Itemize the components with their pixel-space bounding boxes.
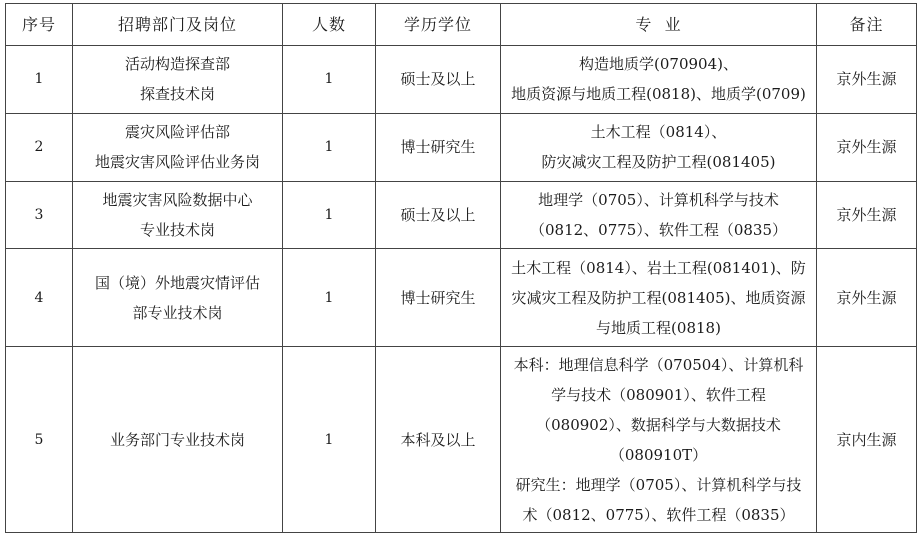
cell-major-line: （0812、0775）、软件工程（0835） (529, 220, 788, 239)
cell-dept-line: 专业技术岗 (139, 220, 215, 239)
cell-count: 1 (283, 113, 376, 181)
cell-major-line: 与地质工程(0818) (596, 318, 721, 337)
cell-dept-line: 国（境）外地震灾情评估 (94, 273, 260, 292)
cell-count: 1 (283, 46, 376, 114)
cell-note: 京外生源 (817, 46, 917, 114)
cell-dept-line: 探查技术岗 (139, 85, 215, 104)
cell-major-line: 土木工程（0814）、 (590, 123, 727, 142)
table-row (6, 46, 917, 114)
cell-major-line: （080910T） (609, 445, 708, 464)
cell-count: 1 (283, 181, 376, 248)
header-major: 专 业 (501, 4, 817, 46)
cell-major-line: 防灾减灾工程及防护工程(081405) (541, 153, 776, 172)
cell-major-line: 研究生：地理学（0705）、计算机科学与技 (515, 475, 802, 494)
cell-dept-line: 部专业技术岗 (132, 303, 223, 322)
cell-edu: 硕士及以上 (376, 46, 501, 114)
cell-seq: 5 (6, 347, 73, 533)
cell-major (501, 46, 817, 114)
cell-edu: 硕士及以上 (376, 181, 501, 248)
cell-count: 1 (283, 347, 376, 533)
table-row (6, 113, 917, 181)
cell-dept (73, 113, 283, 181)
table-body (6, 46, 917, 533)
cell-major-line: （080902）、数据科学与大数据技术 (536, 415, 781, 434)
cell-dept-line: 地震灾害风险评估业务岗 (94, 153, 260, 172)
cell-major-line: 术（0812、0775）、软件工程（0835） (522, 505, 795, 524)
cell-dept-line: 活动构造探查部 (124, 55, 230, 74)
cell-count: 1 (283, 248, 376, 346)
table-row (6, 347, 917, 533)
cell-dept-line: 震灾风险评估部 (124, 123, 230, 142)
cell-major-line: 学与技术（080901）、软件工程 (551, 385, 766, 404)
cell-major-line: 灾减灾工程及防护工程(081405)、地质资源 (511, 288, 806, 307)
cell-note: 京内生源 (817, 347, 917, 533)
cell-dept (73, 347, 283, 533)
header-row (6, 4, 917, 46)
header-count: 人数 (283, 4, 376, 46)
cell-major-line: 土木工程（0814）、岩土工程(081401)、防 (511, 258, 806, 277)
cell-seq: 2 (6, 113, 73, 181)
cell-major (501, 181, 817, 248)
cell-major (501, 248, 817, 346)
cell-edu: 博士研究生 (376, 113, 501, 181)
cell-note: 京外生源 (817, 248, 917, 346)
cell-seq: 1 (6, 46, 73, 114)
cell-major-line: 本科：地理信息科学（070504）、计算机科 (513, 355, 804, 374)
cell-major-line: 地质资源与地质工程(0818)、地质学(0709) (511, 85, 806, 104)
cell-major (501, 347, 817, 533)
header-seq: 序号 (6, 4, 73, 46)
cell-major-line: 地理学（0705）、计算机科学与技术 (538, 190, 779, 209)
header-edu: 学历学位 (376, 4, 501, 46)
cell-dept-line: 地震灾害风险数据中心 (102, 190, 253, 209)
header-dept: 招聘部门及岗位 (73, 4, 283, 46)
cell-dept (73, 46, 283, 114)
cell-major (501, 113, 817, 181)
cell-note: 京外生源 (817, 113, 917, 181)
table-row (6, 181, 917, 248)
cell-seq: 3 (6, 181, 73, 248)
recruitment-table (5, 3, 917, 533)
cell-dept (73, 181, 283, 248)
cell-seq: 4 (6, 248, 73, 346)
cell-edu: 本科及以上 (376, 347, 501, 533)
cell-edu: 博士研究生 (376, 248, 501, 346)
table-row (6, 248, 917, 346)
cell-dept (73, 248, 283, 346)
cell-dept-line: 业务部门专业技术岗 (109, 430, 245, 449)
header-note: 备注 (817, 4, 917, 46)
cell-note: 京外生源 (817, 181, 917, 248)
cell-major-line: 构造地质学(070904)、 (579, 55, 738, 74)
